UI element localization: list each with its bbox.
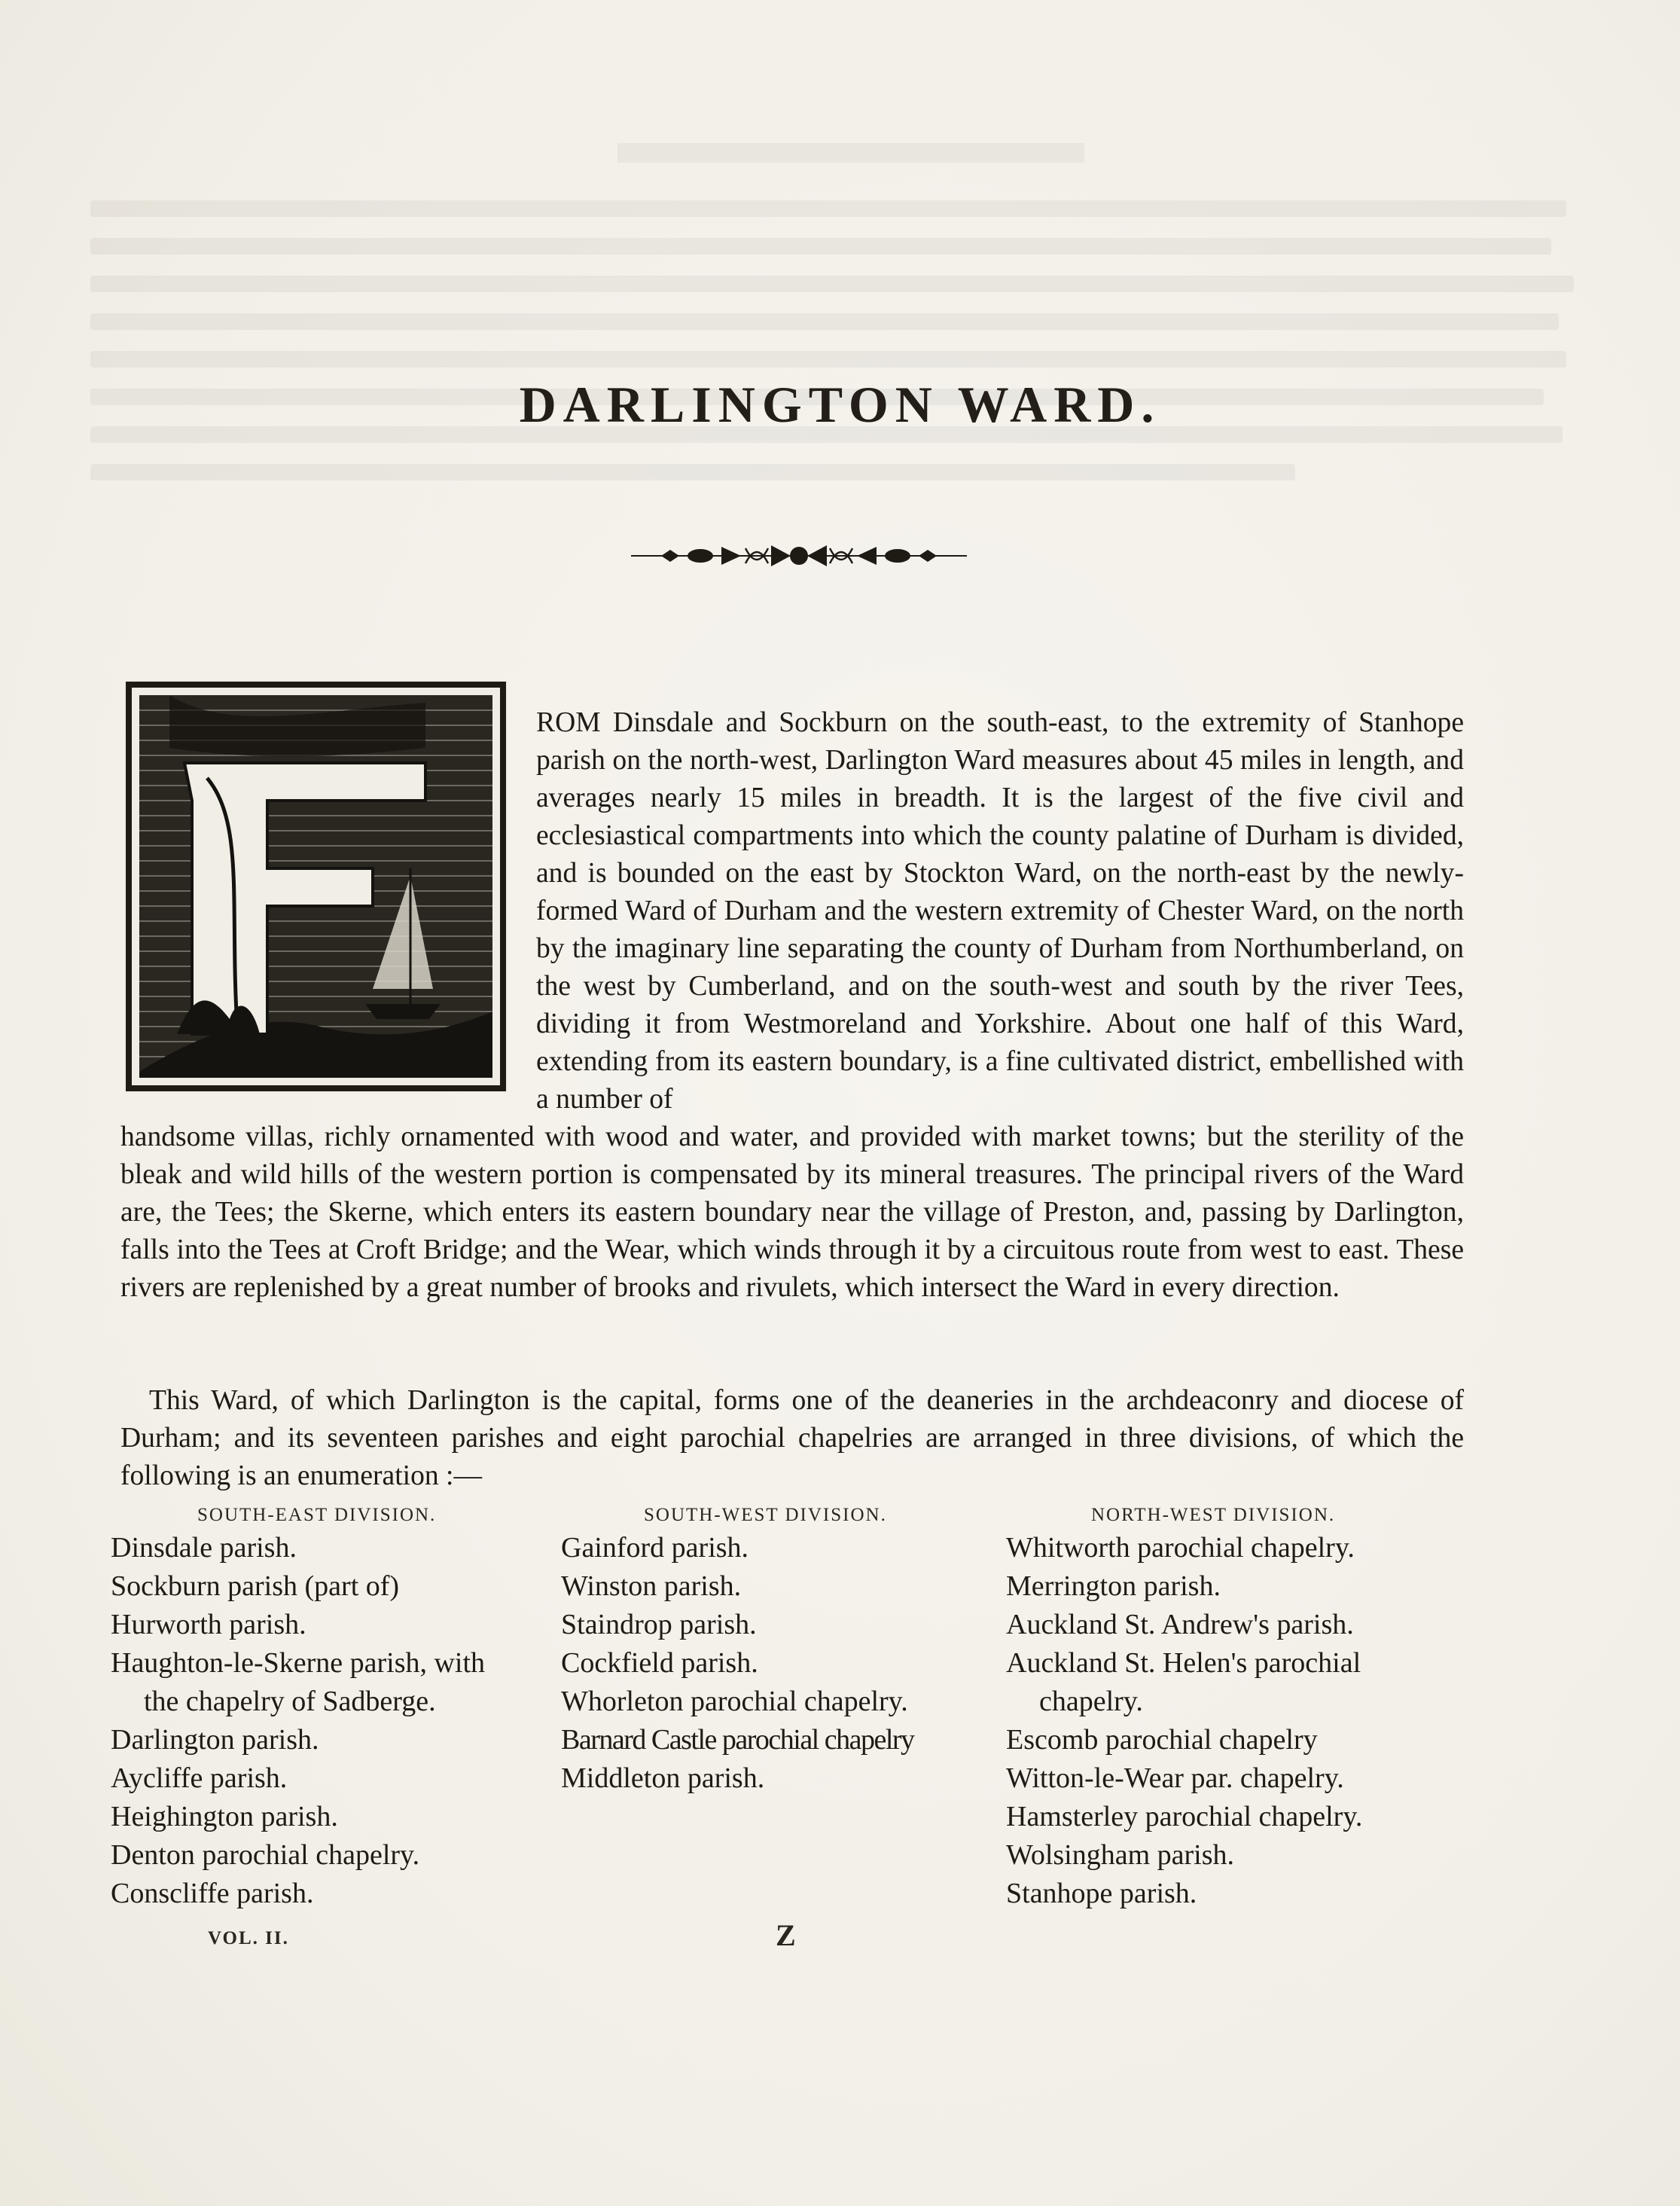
paragraph-divisions-intro: This Ward, of which Darlington is the capital, forms one of the deaneries in the archdeaconry and diocese of Durham; and its seventeen parishes and eight parochial chapelries are arranged in three divisions, of which the following is an enumeration :— (120, 1384, 1464, 1491)
list-item: Auckland St. Andrew's parish. (1006, 1609, 1354, 1640)
list-item: Witton-le-Wear par. chapelry. (1006, 1762, 1344, 1794)
north-west-division-list (1006, 1529, 1362, 1913)
heading-north-west-division: NORTH-WEST DIVISION. (1091, 1505, 1336, 1525)
list-item: Heighington parish. (111, 1801, 338, 1832)
list-item: Middleton parish. (561, 1762, 765, 1794)
list-item: Haughton-le-Skerne parish, with (111, 1647, 486, 1679)
south-west-division-list (561, 1529, 914, 1798)
south-east-division-list (111, 1529, 485, 1913)
volume-label: VOL. II. (208, 1928, 289, 1948)
list-item: Denton parochial chapelry. (111, 1839, 420, 1871)
ornamental-divider (631, 541, 967, 571)
list-item: Gainford parish. (561, 1532, 749, 1564)
list-item: Hamsterley parochial chapelry. (1006, 1801, 1363, 1832)
drop-cap-f-icon (124, 680, 508, 1093)
list-item: Escomb parochial chapelry (1006, 1724, 1318, 1756)
list-item: Stanhope parish. (1006, 1878, 1197, 1909)
list-item: chapelry. (1039, 1686, 1143, 1717)
list-item: Hurworth parish. (111, 1609, 306, 1640)
paragraph-intro-continued: handsome villas, richly ornamented with wood and water, and provided with market towns; but the sterility of the bleak and wild hills of the western portion is compensated by its mineral treasures. The principal rivers of the Ward are, the Tees; the Skerne, which enters its eastern boundary near the village of Preston, and, passing by Darlington, falls into the Tees at Croft Bridge; and the Wear, which winds through it by a circuitous route from west to east. These rivers are replenished by a great number of brooks and rivulets, which intersect the Ward in every direction. (120, 1121, 1464, 1303)
page-title: DARLINGTON WARD. (519, 376, 1161, 433)
list-item: Merrington parish. (1006, 1570, 1221, 1602)
list-item: Aycliffe parish. (111, 1762, 288, 1794)
list-item: Darlington parish. (111, 1724, 319, 1756)
list-item: Conscliffe parish. (111, 1878, 314, 1909)
list-item: Cockfield parish. (561, 1647, 758, 1679)
list-item: Staindrop parish. (561, 1609, 757, 1640)
list-item: Dinsdale parish. (111, 1532, 297, 1564)
list-item: Sockburn parish (part of) (111, 1570, 400, 1602)
list-item: the chapelry of Sadberge. (144, 1686, 436, 1717)
paragraph-intro: ROM Dinsdale and Sockburn on the south-east, to the extremity of Stanhope parish on the north-west, Darlington Ward measures about 45 miles in length, and averages nearly 15 miles in breadth. It is the largest of the five civil and ecclesiastical compartments into which the county palatine of Durham is divided, and is bounded on the east by Stockton Ward, on the north-east by the newly-formed Ward of Durham and the western extremity of Chester Ward, on the north by the imaginary line separating the county of Durham from Northumberland, on the west by Cumberland, and on the south-west and south by the river Tees, dividing it from Westmoreland and Yorkshire. About one half of this Ward, extending from its eastern boundary, is a fine cultivated district, embellished with a number of (536, 706, 1464, 1115)
bleed-through-text (90, 143, 1581, 595)
list-item: Barnard Castle parochial chapelry (561, 1724, 914, 1756)
list-item: Winston parish. (561, 1570, 742, 1602)
heading-south-west-division: SOUTH-WEST DIVISION. (644, 1505, 887, 1525)
list-item: Whorleton parochial chapelry. (561, 1686, 908, 1717)
signature-mark: Z (776, 1918, 796, 1952)
list-item: Wolsingham parish. (1006, 1839, 1235, 1871)
list-item: Whitworth parochial chapelry. (1006, 1532, 1355, 1564)
heading-south-east-division: SOUTH-EAST DIVISION. (197, 1505, 437, 1525)
list-item: Auckland St. Helen's parochial (1006, 1647, 1361, 1679)
